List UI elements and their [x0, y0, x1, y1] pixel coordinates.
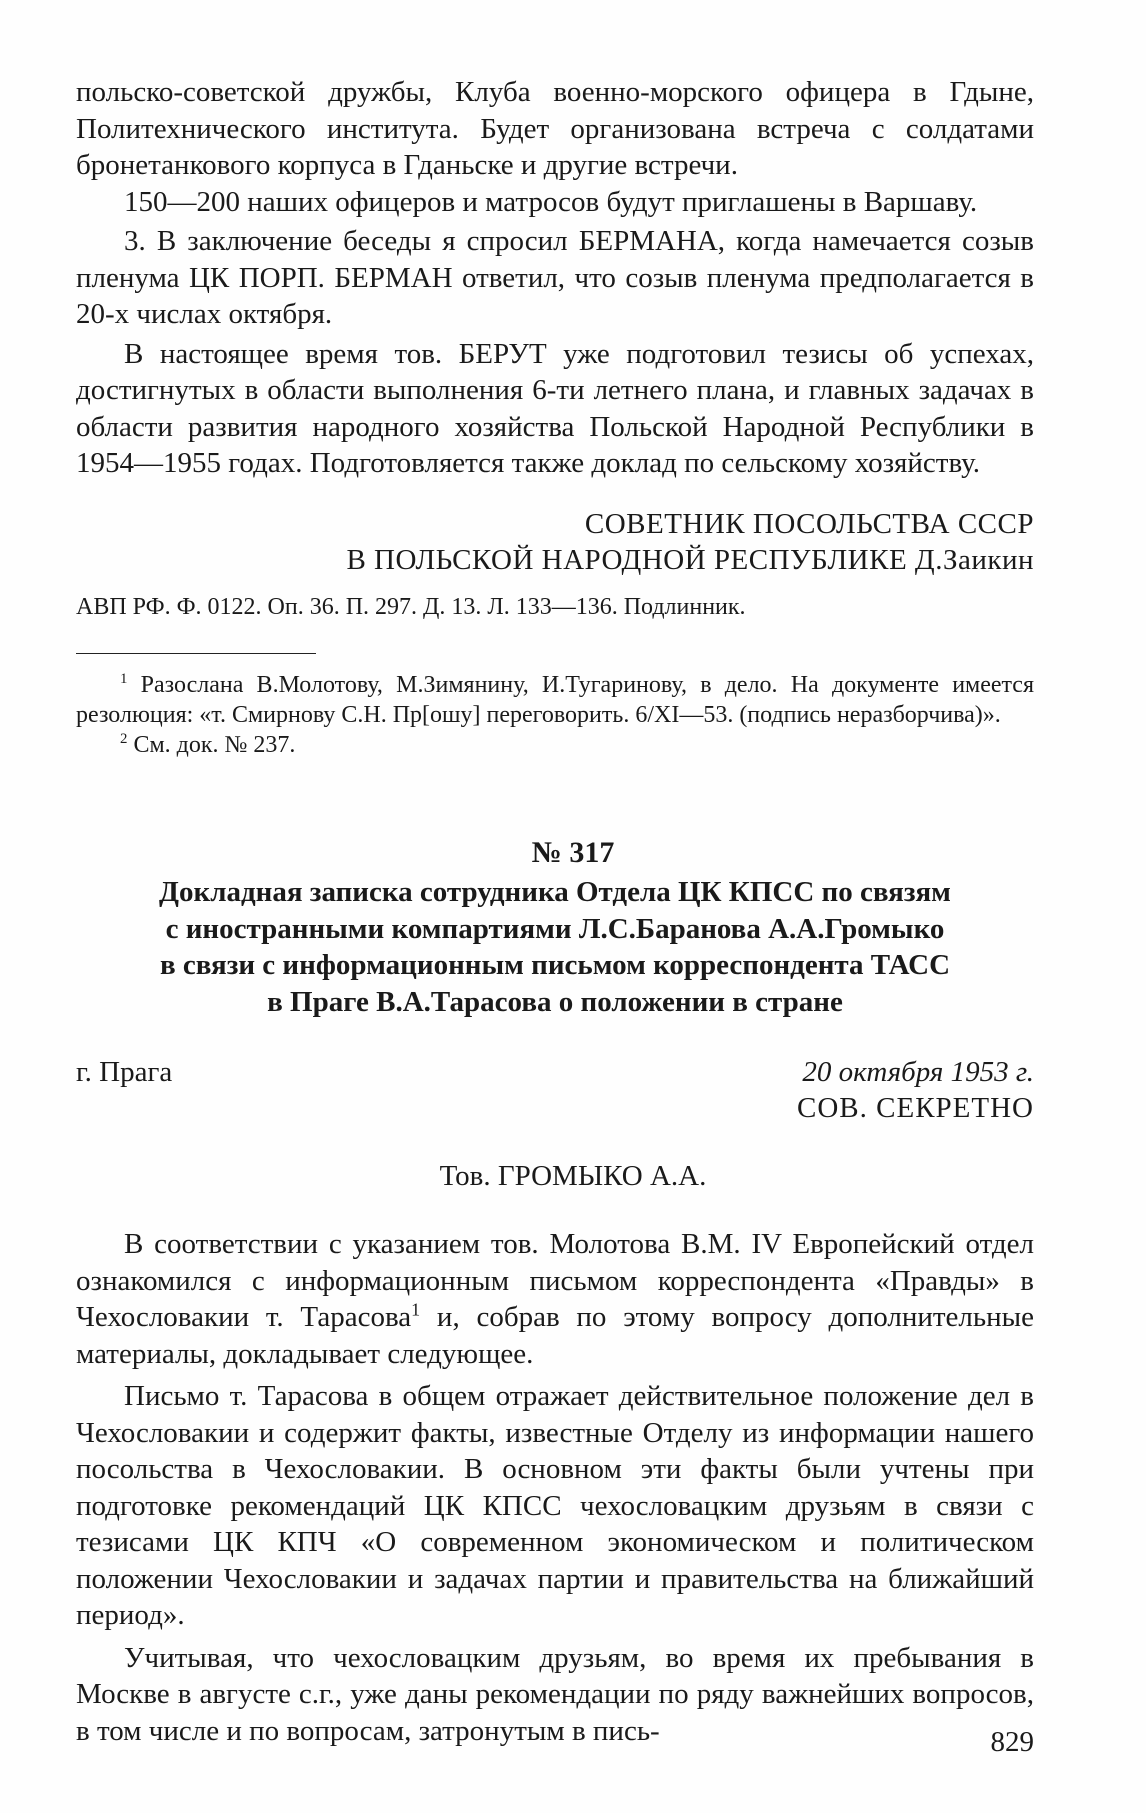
date: 20 октября 1953 г.	[802, 1056, 1034, 1088]
signature-line: СОВЕТНИК ПОСОЛЬСТВА СССР	[584, 508, 1034, 540]
title-line: с иностранными компартиями Л.С.Баранова А.А.Громыко	[165, 912, 945, 945]
paragraph	[76, 1226, 1034, 1372]
body-text: В соответствии с указанием тов. Молотова В.М. IV Европейский отдел ознакомился с информационным письмом корреспондента «Правды» в Чехословакии т. Тарасова	[76, 1228, 1034, 1333]
document-title	[76, 874, 1034, 1020]
paragraph: Письмо т. Тарасова в общем отражает действительное положение дел в Чехословакии и содержит факты, известные Отделу из информации нашего посольства в Чехословакии. В основном эти факты были учтены при подготовке рекомендаций ЦК КПСС чехословацким друзьям в связи с тезисами ЦК КПЧ «О современном экономическом и политическом положении Чехословакии и задачах партии и правительства на ближайший период».	[76, 1380, 1034, 1631]
body-text: и, собрав по этому вопросу дополнительные материалы, докладывает следующее.	[76, 1301, 1035, 1370]
archive-citation: АВП РФ. Ф. 0122. Оп. 36. П. 297. Д. 13. Л. 133—136. Подлинник.	[76, 594, 746, 620]
page-number: 829	[990, 1726, 1034, 1758]
footnote-text: См. док. № 237.	[133, 732, 296, 758]
paragraph: 150—200 наших офицеров и матросов будут приглашены в Варшаву.	[124, 185, 978, 218]
title-line: в связи с информационным письмом корреспондента ТАСС	[159, 949, 951, 981]
footnote-mark: 1	[120, 671, 128, 687]
document-number: № 317	[531, 836, 615, 869]
footnote-mark: 2	[120, 731, 128, 747]
footnote-mark: 1	[411, 1299, 421, 1320]
source-reference	[76, 592, 1034, 622]
signature-line: В ПОЛЬСКОЙ НАРОДНОЙ РЕСПУБЛИКЕ Д.Заикин	[346, 544, 1034, 576]
top-text-block	[76, 74, 1034, 482]
footnotes	[76, 670, 1034, 760]
title-line: в Праге В.А.Тарасова о положении в стране	[267, 985, 843, 1018]
classification-stamp: СОВ. СЕКРЕТНО	[797, 1092, 1034, 1124]
footnote-text: Разослана В.Молотову, М.Зимянину, И.Тугаринову, в дело. На документе имеется резолюция: «т. Смирнову С.Н. Пр[ошу] переговорить. 6/XI—53. (подпись неразборчива)».	[76, 672, 1034, 728]
title-line: Докладная записка сотрудника Отдела ЦК КПСС по связям	[159, 876, 951, 908]
footnote-1	[76, 670, 1034, 730]
paragraph: Учитывая, что чехословацким друзьям, во время их пребывания в Москве в августе с.г., уже даны рекомендации по ряду важнейших вопросов, в том числе и по вопросам, затронутым в пись-	[76, 1641, 1034, 1747]
paragraph: В настоящее время тов. БЕРУТ уже подготовил тезисы об успехах, достигнутых в области выполнения 6-ти летнего плана, и главных задачах в области развития народного хозяйства Польской Народной Республики в 1954—1955 годах. Подготовляется также доклад по сельскому хозяйству.	[76, 337, 1034, 479]
body-text-block	[76, 1226, 1034, 1749]
paragraph: 3. В заключение беседы я спросил БЕРМАНА, когда намечается созыв пленума ЦК ПОРП. БЕРМАН ответил, что созыв пленума предполагается в 20-х числах октября.	[76, 225, 1034, 330]
footnote-2	[76, 730, 1034, 760]
addressee: Тов. ГРОМЫКО А.А.	[439, 1160, 707, 1192]
signature-block	[76, 506, 1034, 578]
place: г. Прага	[76, 1056, 173, 1088]
paragraph: польско-советской дружбы, Клуба военно-морского офицера в Гдыне, Политехнического института. Будет организована встреча с солдатами бронетанкового корпуса в Гданьске и другие встречи.	[76, 76, 1034, 181]
footnote-divider	[76, 653, 316, 654]
